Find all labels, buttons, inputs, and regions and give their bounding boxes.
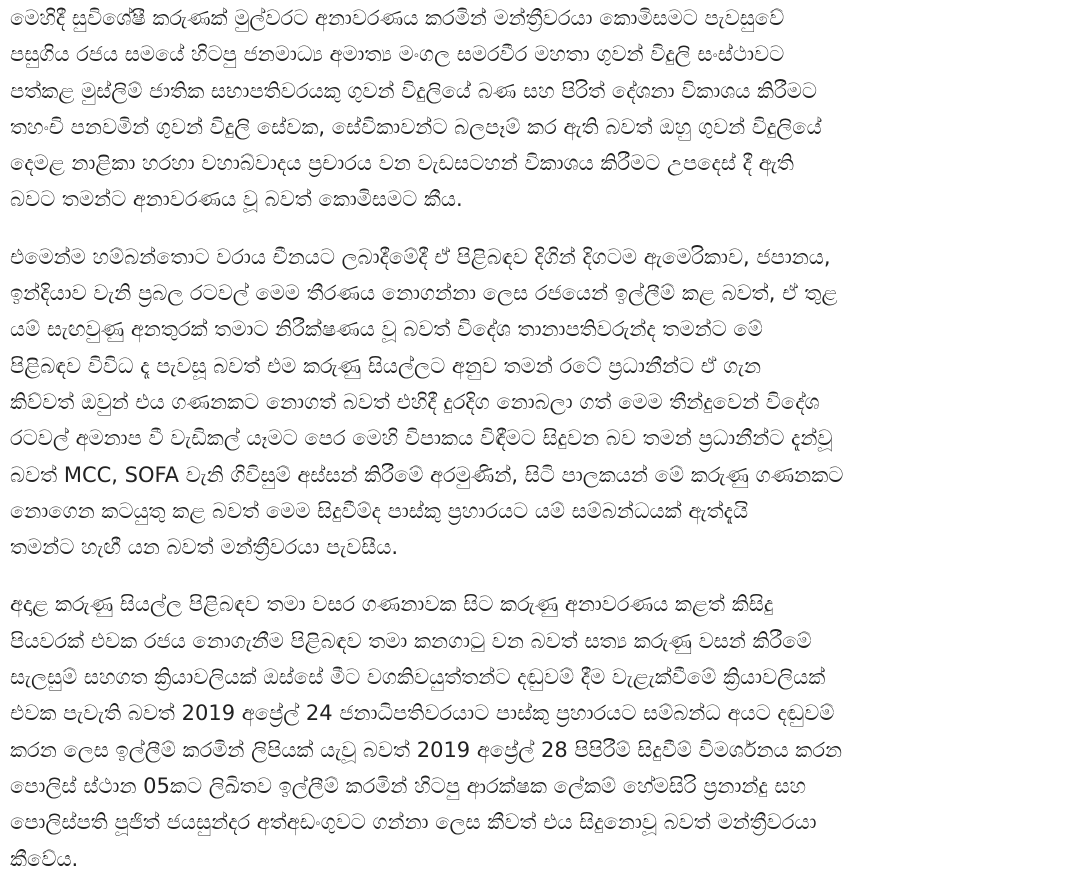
paragraph-3 (10, 586, 1076, 876)
text-line: පොලිස් ස්ථාන 05කට ලිඛිතව ඉල්ලීම් කරමින් හිටපු ආරක්ෂක ලේකම් හේමසිරි ප්‍රනාන්දු සහ (10, 773, 807, 798)
text-line: යම් සැඟවුණු අනතුරක් තමාට නිරීක්ෂණය වූ බවත් විදේශ තානාපතිවරුන්ද තමන්ට මේ (10, 317, 763, 342)
text-line: බවත් MCC, SOFA වැනි ගිවිසුම් අස්සන් කිරීමේ අරමුණින්, සිටි පාලකයන් මේ කරුණු ගණනකට (10, 462, 844, 487)
text-line: තහංචි පනවමින් ගුවන් විදුලි සේවක, සේවිකාවන්ට බලපෑම් කර ඇති බවත් ඔහු ගුවන් විදුලියේ (10, 114, 822, 139)
text-line: මෙහිදී සුවිශේෂී කරුණක් මුල්වරට අනාවරණය කරමින් මන්ත්‍රීවරයා කොමිසමට පැවසුවේ (10, 6, 785, 30)
text-line: නොගෙන කටයුතු කළ බවත් මෙම සිදුවීම්ද පාස්කු ප්‍රහාරයට යම් සම්බන්ධයක් ඇත්දැයි (10, 498, 749, 523)
text-line: කරන ලෙස ඉල්ලීම් කරමින් ලිපියක් යැවූ බවත් 2019 අප්‍රේල් 28 පිපිරීම් සිදුවීම් විමර්ශනය කරන (10, 737, 843, 762)
text-line: කීවේය. (10, 846, 79, 871)
text-line: පසුගිය රජය සමයේ හිටපු ජනමාධ්‍ය අමාත්‍ය මංගල සමරවීර මහතා ගුවන් විදුලි සංස්ථාවට (10, 42, 785, 67)
text-line: පියවරක් එවක රජය නොගැනීම පිළිබඳව තමා කනගාටු වන බවත් සත්‍ය කරුණු වසන් කිරීමේ (10, 628, 812, 653)
text-line: ඉන්දියාව වැනි ප්‍රබල රටවල් මෙම තීරණය නොගන්නා ලෙස රජයෙන් ඉල්ලීම් කළ බවත්, ඒ තුළ (10, 281, 838, 306)
paragraph-1 (10, 0, 1076, 218)
text-line: කිව්වත් ඔවුන් එය ගණනකට නොගත් බවත් එහිදී දුරදිග නොබලා ගත් මෙම තීන්දුවෙන් විදේශ (10, 389, 820, 414)
paragraph-spacer (10, 218, 1076, 239)
text-line: අදාළ කරුණු සියල්ල පිළිබඳව තමා වසර ගණනාවක සිට කරුණු අනාවරණය කළත් කිසිදු (10, 592, 774, 617)
text-line: දෙමළ නාළිකා හරහා වහාබ්වාදය ප්‍රචාරය වන වැඩසටහන් විකාශය කිරීමට උපදෙස් දී ඇති (10, 151, 794, 176)
text-line: පිළිබඳව විවිධ දෑ පැවසූ බවත් එම කරුණු සියල්ලට අනුව තමන් රටේ ප්‍රධානීන්ට ඒ ගැන (10, 353, 762, 378)
article-body (10, 0, 1076, 877)
text-line: එමෙන්ම හම්බන්තොට වරාය චීනයට ලබාදීමේදී ඒ පිළිබඳව දිගින් දිගටම ඇමෙරිකාව, ජපානය, (10, 244, 831, 269)
paragraph-spacer (10, 565, 1076, 586)
text-line: පත්කළ මුස්ලිම් ජාතික සභාපතිවරයකු ගුවන් විදුලියේ බණ සහ පිරිත් දේශනා විකාශය කිරීමට (10, 78, 817, 103)
text-line: තමන්ට හැඟී යන බවත් මන්ත්‍රීවරයා පැවසීය. (10, 535, 399, 560)
text-line: රටවල් අමනාප වී වැඩිකල් යෑමට පෙර මෙහි විපාකය විඳීමට සිදුවන බව තමන් ප්‍රධානීන්ට දැන්වූ (10, 426, 833, 451)
text-line: බවට තමන්ට අනාවරණය වූ බවත් කොමිසමට කීය. (10, 187, 463, 212)
text-line: සැලසුම් සහගත ක්‍රියාවලියක් ඔස්සේ මීට වගකිවයුත්තන්ට දඬුවම් දීම වැළැක්වීමේ ක්‍රියාවලියක් (10, 665, 826, 690)
text-line: පොලිස්පති පූජිත් ජයසුන්දර අත්අඩංගුවට ගන්නා ලෙස කීවත් එය සිදුනොවූ බවත් මන්ත්‍රීවරයා (10, 810, 817, 835)
paragraph-2 (10, 239, 1076, 566)
text-line: එවක පැවැති බවත් 2019 අප්‍රේල් 24 ජනාධිපතිවරයාට පාස්කු ප්‍රහාරයට සම්බන්ධ අයට දඬුවම් (10, 701, 835, 726)
